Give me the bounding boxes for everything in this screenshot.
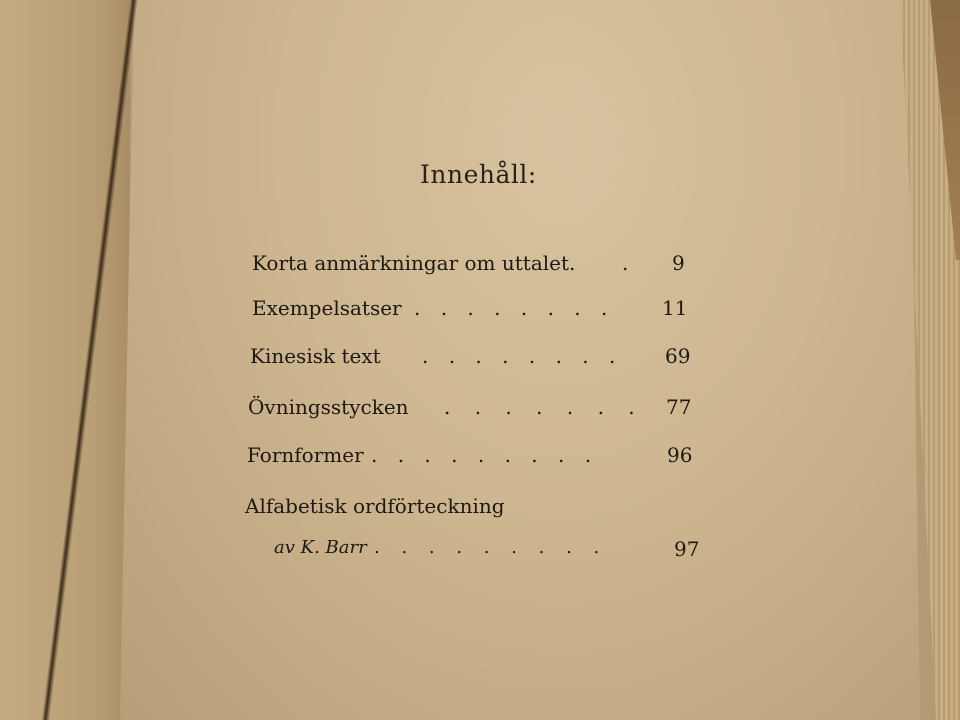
- toc-entry-title: av K. Barr: [274, 537, 367, 558]
- toc-heading: Innehåll:: [420, 160, 537, 189]
- toc-entry-title: Kinesisk text: [250, 344, 381, 368]
- toc-entry: [252, 251, 685, 275]
- left-page: [0, 0, 130, 720]
- toc-entry-page: 77: [666, 395, 692, 419]
- toc-entry-page: 11: [662, 296, 688, 320]
- toc-entry: [247, 443, 693, 467]
- toc-entry-leader: . . . . . . . .: [422, 344, 623, 368]
- toc-entry-leader: .: [622, 251, 629, 275]
- toc-entry-leader: . . . . . . . . .: [374, 537, 608, 558]
- toc-entry-leader: . . . . . . . .: [414, 296, 615, 320]
- toc-entry-page: 97: [674, 537, 700, 561]
- toc-entry-page: 96: [667, 443, 693, 467]
- toc-entry: [252, 296, 688, 320]
- toc-entry: [245, 494, 505, 518]
- toc-entry-title: Alfabetisk ordförteckning: [245, 494, 505, 518]
- toc-entry-page: 69: [665, 344, 691, 368]
- toc-entry-title: Korta anmärkningar om uttalet.: [252, 251, 576, 275]
- toc-entry-leader: . . . . . . . . .: [371, 443, 599, 467]
- toc-entry-page: 9: [672, 251, 685, 275]
- toc-entry-title: Exempelsatser: [252, 296, 402, 320]
- toc-entry-title: Övningsstycken: [248, 395, 409, 419]
- toc-entry-title: Fornformer: [247, 443, 364, 467]
- toc-entry: [250, 344, 691, 368]
- toc-entry-leader: . . . . . . .: [444, 395, 644, 419]
- toc-entry: [274, 537, 700, 561]
- toc-entry: [248, 395, 692, 419]
